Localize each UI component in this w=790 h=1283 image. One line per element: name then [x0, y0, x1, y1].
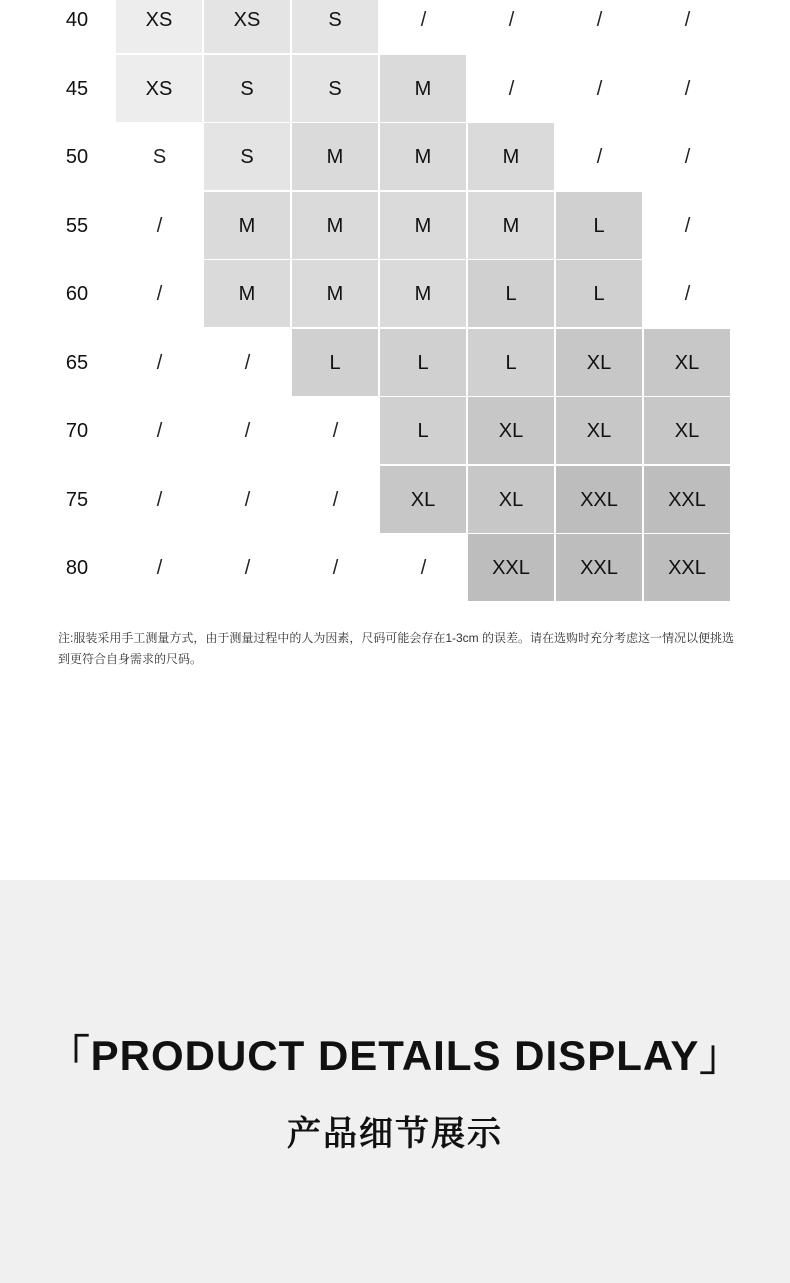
product-details-section: [0, 880, 790, 1283]
size-cell: /: [156, 351, 163, 374]
size-cell: XXL: [556, 466, 643, 534]
size-cell: M: [292, 123, 379, 191]
size-cell: L: [468, 260, 555, 328]
row-label: 50: [65, 146, 89, 168]
row-label: 60: [65, 283, 89, 305]
size-cell: XL: [556, 329, 643, 397]
row-label: 70: [65, 420, 89, 442]
size-row: [38, 123, 732, 191]
size-cell: S: [292, 55, 379, 123]
size-cell: /: [508, 9, 515, 31]
row-label: 45: [65, 77, 89, 100]
size-cell: XL: [468, 397, 555, 465]
size-row: [38, 534, 732, 602]
size-cell: M: [380, 260, 467, 328]
size-cell: XXL: [468, 534, 555, 602]
size-cell: /: [684, 9, 691, 31]
size-cell: /: [684, 214, 691, 237]
size-cell: /: [156, 557, 163, 579]
size-cell: /: [332, 557, 339, 579]
size-cell: M: [292, 260, 379, 328]
row-label: 55: [65, 214, 89, 237]
size-cell: XS: [116, 0, 203, 54]
size-cell: /: [684, 77, 691, 100]
size-cell: /: [156, 488, 163, 511]
size-chart-table: [38, 0, 732, 606]
size-cell: M: [204, 260, 291, 328]
size-cell: XS: [116, 55, 203, 123]
size-row: [38, 0, 732, 54]
size-cell: /: [684, 283, 691, 305]
size-cell: XXL: [644, 534, 731, 602]
size-cell: /: [596, 9, 603, 31]
size-cell: /: [156, 214, 163, 237]
size-cell: /: [596, 146, 603, 168]
size-cell: XL: [380, 466, 467, 534]
size-cell: /: [332, 420, 339, 442]
size-cell: L: [556, 260, 643, 328]
size-cell: XL: [556, 397, 643, 465]
size-cell: /: [332, 488, 339, 511]
size-cell: S: [152, 146, 167, 168]
size-cell: /: [244, 420, 251, 442]
size-cell: /: [420, 9, 427, 31]
size-cell: XL: [644, 329, 731, 397]
size-row: [38, 260, 732, 328]
size-row: [38, 55, 732, 123]
size-cell: M: [468, 192, 555, 260]
size-cell: XXL: [556, 534, 643, 602]
size-cell: M: [380, 55, 467, 123]
size-cell: /: [508, 77, 515, 100]
size-cell: S: [292, 0, 379, 54]
size-row: [38, 192, 732, 260]
size-cell: L: [380, 329, 467, 397]
size-cell: /: [684, 146, 691, 168]
size-cell: M: [468, 123, 555, 191]
size-cell: M: [380, 192, 467, 260]
size-row: [38, 329, 732, 397]
size-cell: L: [380, 397, 467, 465]
size-cell: M: [204, 192, 291, 260]
size-row: [38, 397, 732, 465]
row-label: 65: [65, 351, 89, 374]
section-title: 「PRODUCT DETAILS DISPLAY」: [47, 1032, 743, 1079]
size-cell: XXL: [644, 466, 731, 534]
size-cell: M: [292, 192, 379, 260]
measurement-note: 注:服装采用手工测量方式，由于测量过程中的人为因素，尺码可能会存在1-3cm 的误差。请在选购时充分考虑这一情况以便挑选到更符合自身需求的尺码。: [58, 631, 735, 666]
section-subtitle: 产品细节展示: [287, 1115, 503, 1153]
size-cell: XS: [204, 0, 291, 54]
size-cell: M: [380, 123, 467, 191]
size-cell: XL: [468, 466, 555, 534]
row-label: 75: [65, 488, 89, 511]
size-cell: L: [556, 192, 643, 260]
size-cell: /: [156, 420, 163, 442]
size-row: [38, 466, 732, 534]
row-label: 80: [65, 557, 89, 579]
size-cell: L: [292, 329, 379, 397]
size-cell: XL: [644, 397, 731, 465]
row-label: 40: [65, 9, 89, 31]
size-cell: S: [204, 123, 291, 191]
size-cell: S: [204, 55, 291, 123]
size-cell: /: [244, 351, 251, 374]
size-cell: /: [420, 557, 427, 579]
size-cell: /: [244, 557, 251, 579]
size-cell: /: [596, 77, 603, 100]
size-cell: /: [244, 488, 251, 511]
size-cell: L: [468, 329, 555, 397]
size-cell: /: [156, 283, 163, 305]
